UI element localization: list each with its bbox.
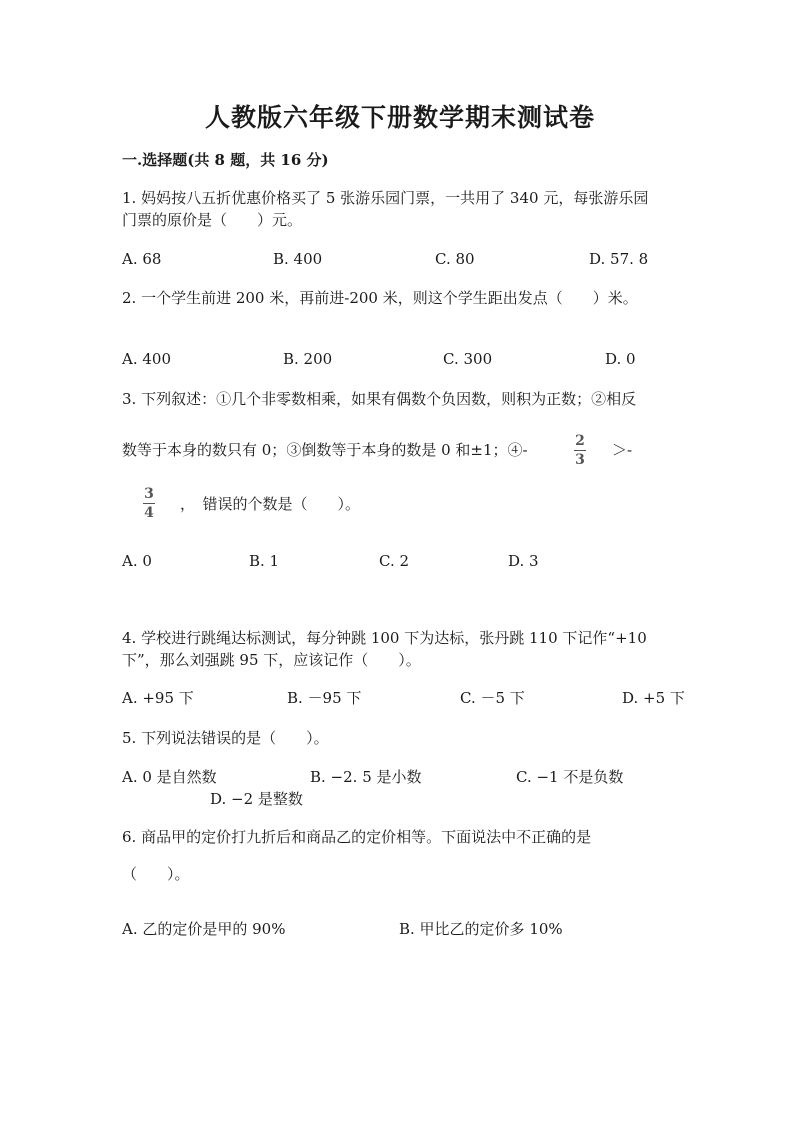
fraction-two-thirds (574, 433, 586, 468)
question-5-option-b: B. −2. 5 是小数 (310, 768, 422, 786)
question-2-option-c: C. 300 (443, 350, 493, 368)
fraction-denominator: 4 (144, 505, 154, 521)
question-4-option-d: D. +5 下 (622, 689, 685, 707)
question-4-option-a: A. +95 下 (122, 689, 194, 707)
question-2-option-a: A. 400 (122, 350, 171, 368)
question-2-option-d: D. 0 (605, 350, 636, 368)
page-title: 人教版六年级下册数学期末测试卷 (204, 103, 595, 132)
question-3-option-d: D. 3 (508, 552, 539, 570)
question-6-option-a: A. 乙的定价是甲的 90% (122, 920, 286, 938)
fraction-bar (574, 450, 586, 451)
question-4-option-b: B. －95 下 (287, 689, 362, 707)
question-1-line-2: 门票的原价是（ ）元。 (122, 211, 303, 229)
question-2-option-b: B. 200 (283, 350, 333, 368)
question-3-line-2: 数等于本身的数只有 0；③倒数等于本身的数是 0 和±1；④- (122, 441, 528, 459)
fraction-numerator: 2 (575, 433, 585, 449)
fraction-denominator: 3 (575, 452, 585, 468)
question-1-option-a: A. 68 (122, 250, 162, 268)
question-1-option-c: C. 80 (435, 250, 475, 268)
question-5-line-1: 5. 下列说法错误的是（ ）。 (122, 729, 329, 747)
question-6-line-1: 6. 商品甲的定价打九折后和商品乙的定价相等。下面说法中不正确的是 (122, 828, 592, 846)
question-3-line-3: ， 错误的个数是（ ）。 (180, 495, 361, 513)
question-1-option-d: D. 57. 8 (589, 250, 649, 268)
question-6-line-2: （ ）。 (122, 865, 190, 883)
question-5-option-d: D. −2 是整数 (210, 790, 303, 808)
fraction-three-quarters (143, 486, 155, 521)
question-3-option-c: C. 2 (379, 552, 410, 570)
question-4-option-c: C. －5 下 (460, 689, 525, 707)
question-4-line-1: 4. 学校进行跳绳达标测试，每分钟跳 100 下为达标，张丹跳 110 下记作“+10 (122, 629, 647, 647)
fraction-bar (143, 503, 155, 504)
question-3-option-a: A. 0 (122, 552, 152, 570)
fraction-numerator: 3 (144, 486, 154, 502)
question-1-line-1: 1. 妈妈按八五折优惠价格买了 5 张游乐园门票，一共用了 340 元，每张游乐园 (122, 189, 649, 207)
question-5-option-a: A. 0 是自然数 (122, 768, 217, 786)
question-2-line-1: 2. 一个学生前进 200 米，再前进-200 米，则这个学生距出发点（ ）米。 (122, 289, 638, 307)
question-6-option-b: B. 甲比乙的定价多 10% (399, 920, 563, 938)
question-5-option-c: C. −1 不是负数 (516, 768, 624, 786)
section-heading: 一.选择题(共 8 题，共 16 分) (122, 151, 329, 169)
question-3-greater-than: ＞- (612, 441, 633, 459)
question-1-option-b: B. 400 (273, 250, 323, 268)
question-4-line-2: 下”，那么刘强跳 95 下，应该记作（ ）。 (122, 651, 421, 669)
question-3-option-b: B. 1 (249, 552, 280, 570)
question-3-line-1: 3. 下列叙述：①几个非零数相乘，如果有偶数个负因数，则积为正数；②相反 (122, 390, 637, 408)
